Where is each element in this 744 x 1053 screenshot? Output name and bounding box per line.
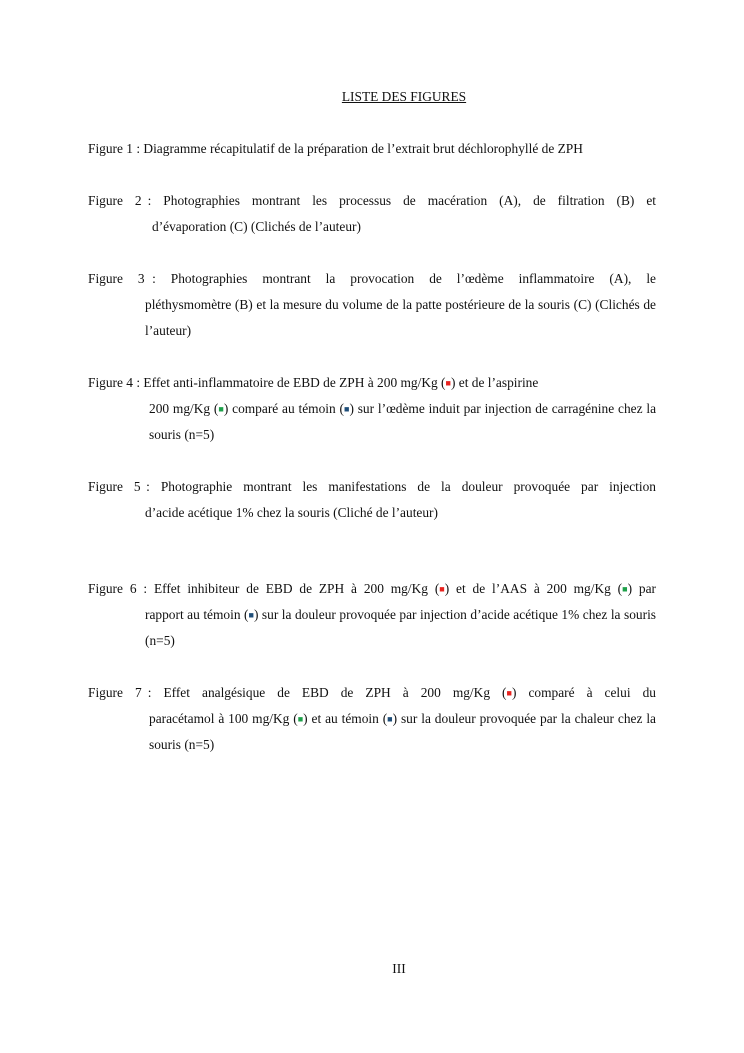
figure-entry-1	[88, 136, 656, 162]
figure-entry-6	[88, 576, 656, 654]
page-title-text: LISTE DES FIGURES	[341, 89, 467, 104]
figure-6-text-a: Figure 6 : Effet inhibiteur de EBD de ZPH à 200 mg/Kg (	[88, 581, 440, 596]
figure-entry-2	[88, 188, 656, 240]
green-square-marker-icon: ■	[297, 714, 304, 724]
figure-3-line: Figure 3 : Photographies montrant la provocation de l’œdème inflammatoire (A), le	[88, 271, 656, 286]
figure-2-line: Figure 2 : Photographies montrant les processus de macération (A), de filtration (B) et	[88, 193, 656, 208]
figure-7-text-d: ) et au témoin (	[303, 711, 388, 726]
figure-4-text-b: ) et de l’aspirine	[450, 375, 539, 390]
figure-7-text-a: Figure 7 : Effet analgésique de EBD de ZPH à 200 mg/Kg (	[88, 685, 507, 700]
figure-2-continuation: d’évaporation (C) (Clichés de l’auteur)	[152, 219, 361, 234]
figure-4-line	[88, 370, 656, 396]
page-number-text: III	[392, 961, 406, 976]
red-square-marker-icon: ■	[506, 688, 512, 698]
figure-7-text-c: paracétamol à 100 mg/Kg (	[149, 711, 298, 726]
figure-6-text-e: ) sur la douleur provoquée par injection d’acide acétique 1% chez la souris (n=5)	[145, 607, 656, 648]
figure-4-text-a: Figure 4 : Effet anti-inflammatoire de EBD de ZPH à 200 mg/Kg (	[88, 375, 446, 390]
figure-6-text-c: ) par	[627, 581, 656, 596]
figure-6-continuation	[88, 602, 656, 654]
blue-square-marker-icon: ■	[387, 714, 393, 724]
figure-entry-4	[88, 370, 656, 448]
figure-entry-7	[88, 680, 656, 758]
figure-4-text-e: ) sur l’œdème induit par injection de carragénine chez la souris (n=5)	[149, 401, 657, 442]
figure-7-line	[88, 680, 656, 706]
figure-1-line: Figure 1 : Diagramme récapitulatif de la préparation de l’extrait brut déchlorophyllé de ZPH	[88, 141, 583, 156]
figure-6-text-b: ) et de l’AAS à 200 mg/Kg (	[444, 581, 623, 596]
page-number	[0, 960, 744, 978]
green-square-marker-icon: ■	[622, 584, 628, 594]
figure-5-line: Figure 5 : Photographie montrant les manifestations de la douleur provoquée par injection	[88, 479, 656, 494]
figure-entry-3	[88, 266, 656, 344]
figure-7-text-b: ) comparé à celui du	[511, 685, 656, 700]
green-square-marker-icon: ■	[218, 404, 224, 414]
figure-3-continuation: pléthysmomètre (B) et la mesure du volume de la patte postérieure de la souris (C) (Clichés de l’auteur)	[145, 297, 656, 338]
figure-7-continuation	[88, 706, 656, 758]
figure-4-text-d: ) comparé au témoin (	[223, 401, 344, 416]
figure-6-text-d: rapport au témoin (	[145, 607, 249, 622]
figure-7-text-e: ) sur la douleur provoquée par la chaleur chez la souris (n=5)	[149, 711, 656, 752]
figure-5-continuation: d’acide acétique 1% chez la souris (Cliché de l’auteur)	[145, 505, 438, 520]
figure-4-continuation	[88, 396, 656, 448]
blue-square-marker-icon: ■	[344, 404, 350, 414]
figure-6-line	[88, 576, 656, 602]
blue-square-marker-icon: ■	[248, 610, 254, 620]
figure-4-text-c: 200 mg/Kg (	[149, 401, 219, 416]
figure-entry-5	[88, 474, 656, 526]
red-square-marker-icon: ■	[445, 378, 451, 388]
red-square-marker-icon: ■	[439, 584, 445, 594]
page-title	[0, 88, 744, 106]
